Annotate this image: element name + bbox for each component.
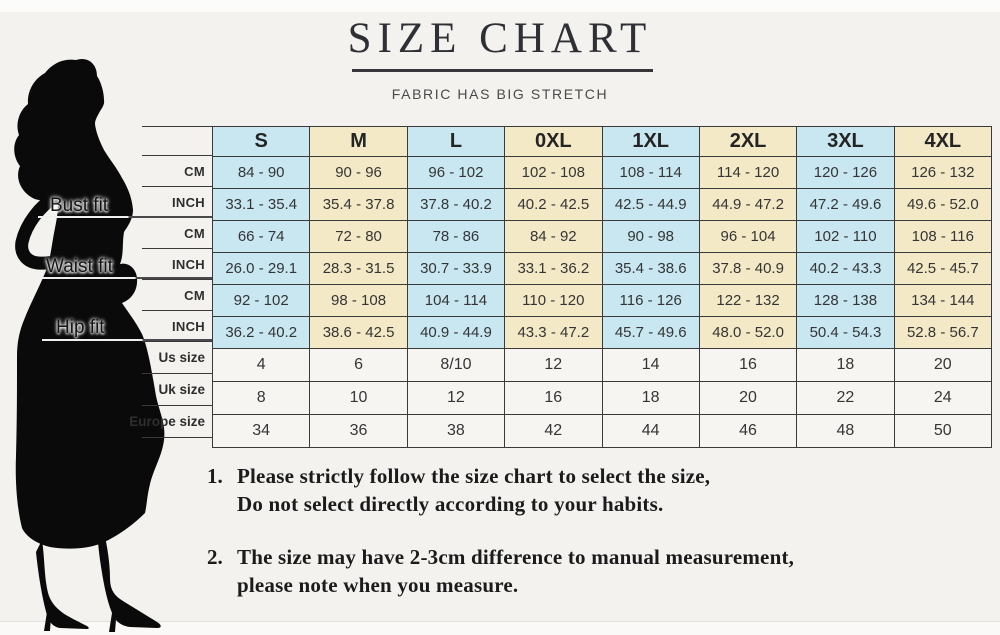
title-block xyxy=(300,14,700,63)
table-cell: 48 xyxy=(797,415,894,448)
column-header: 3XL xyxy=(797,127,894,157)
table-cell: 18 xyxy=(602,382,699,415)
bust-fit-label: Bust fit xyxy=(50,195,109,216)
table-cell: 48.0 - 52.0 xyxy=(699,317,796,349)
row-unit-label-waist-inch: INCH xyxy=(142,249,212,280)
column-header: 1XL xyxy=(602,127,699,157)
row-unit-label-waist-cm: CM xyxy=(142,218,212,249)
table-row-uk-size xyxy=(213,382,992,415)
waist-fit-line xyxy=(42,277,212,279)
table-cell: 35.4 - 38.6 xyxy=(602,253,699,285)
note-item-1 xyxy=(207,462,907,518)
table-cell: 90 - 96 xyxy=(310,157,407,189)
column-header: M xyxy=(310,127,407,157)
table-cell: 20 xyxy=(699,382,796,415)
table-cell: 44 xyxy=(602,415,699,448)
table-cell: 40.2 - 42.5 xyxy=(505,189,602,221)
hip-fit-label: Hip fit xyxy=(56,317,105,338)
table-cell: 98 - 108 xyxy=(310,285,407,317)
table-cell: 114 - 120 xyxy=(699,157,796,189)
table-row-us-size xyxy=(213,349,992,382)
waist-fit-label: Waist fit xyxy=(46,256,113,277)
table-cell: 18 xyxy=(797,349,894,382)
table-cell: 108 - 114 xyxy=(602,157,699,189)
table-cell: 8 xyxy=(213,382,310,415)
note-line: please note when you measure. xyxy=(237,573,519,597)
row-size-label-europe: Europe size xyxy=(142,406,212,438)
table-cell: 96 - 102 xyxy=(407,157,504,189)
table-cell: 37.8 - 40.2 xyxy=(407,189,504,221)
note-text xyxy=(237,543,794,599)
table-cell: 90 - 98 xyxy=(602,221,699,253)
table-cell: 38.6 - 42.5 xyxy=(310,317,407,349)
table-cell: 134 - 144 xyxy=(894,285,991,317)
table-cell: 28.3 - 31.5 xyxy=(310,253,407,285)
table-cell: 40.2 - 43.3 xyxy=(797,253,894,285)
table-cell: 128 - 138 xyxy=(797,285,894,317)
table-cell: 14 xyxy=(602,349,699,382)
table-cell: 47.2 - 49.6 xyxy=(797,189,894,221)
table-cell: 50 xyxy=(894,415,991,448)
table-cell: 50.4 - 54.3 xyxy=(797,317,894,349)
table-cell: 122 - 132 xyxy=(699,285,796,317)
row-size-label-us: Us size xyxy=(142,342,212,374)
size-table-header-row xyxy=(213,127,992,157)
column-header: S xyxy=(213,127,310,157)
table-cell: 120 - 126 xyxy=(797,157,894,189)
hip-fit-line xyxy=(42,339,212,341)
note-line: Do not select directly according to your habits. xyxy=(237,492,664,516)
notes-section xyxy=(207,462,907,624)
size-table xyxy=(212,126,992,448)
table-cell: 104 - 114 xyxy=(407,285,504,317)
row-size-label-uk: Uk size xyxy=(142,374,212,406)
table-cell: 44.9 - 47.2 xyxy=(699,189,796,221)
table-cell: 42.5 - 44.9 xyxy=(602,189,699,221)
row-unit-label-hip-inch: INCH xyxy=(142,311,212,342)
table-cell: 42.5 - 45.7 xyxy=(894,253,991,285)
table-cell: 40.9 - 44.9 xyxy=(407,317,504,349)
note-number: 2. xyxy=(207,545,223,569)
table-cell: 66 - 74 xyxy=(213,221,310,253)
table-row-bust-inch xyxy=(213,189,992,221)
table-row-bust-cm xyxy=(213,157,992,189)
column-header: 2XL xyxy=(699,127,796,157)
table-cell: 52.8 - 56.7 xyxy=(894,317,991,349)
table-cell: 38 xyxy=(407,415,504,448)
column-header: L xyxy=(407,127,504,157)
table-cell: 78 - 86 xyxy=(407,221,504,253)
table-cell: 46 xyxy=(699,415,796,448)
table-cell: 126 - 132 xyxy=(894,157,991,189)
bust-fit-line xyxy=(38,216,212,218)
table-cell: 84 - 90 xyxy=(213,157,310,189)
note-text xyxy=(237,462,710,518)
table-cell: 110 - 120 xyxy=(505,285,602,317)
row-unit-label-bust-inch: INCH xyxy=(142,187,212,218)
table-cell: 6 xyxy=(310,349,407,382)
row-label-column xyxy=(129,126,212,438)
table-cell: 16 xyxy=(505,382,602,415)
table-cell: 92 - 102 xyxy=(213,285,310,317)
table-cell: 10 xyxy=(310,382,407,415)
table-cell: 102 - 110 xyxy=(797,221,894,253)
table-row-europe-size xyxy=(213,415,992,448)
table-cell: 35.4 - 37.8 xyxy=(310,189,407,221)
table-cell: 34 xyxy=(213,415,310,448)
note-line: Please strictly follow the size chart to select the size, xyxy=(237,464,711,488)
table-cell: 84 - 92 xyxy=(505,221,602,253)
title-underline xyxy=(352,69,653,72)
table-cell: 42 xyxy=(505,415,602,448)
table-cell: 49.6 - 52.0 xyxy=(894,189,991,221)
table-cell: 36.2 - 40.2 xyxy=(213,317,310,349)
table-cell: 26.0 - 29.1 xyxy=(213,253,310,285)
table-cell: 33.1 - 36.2 xyxy=(505,253,602,285)
table-cell: 43.3 - 47.2 xyxy=(505,317,602,349)
table-cell: 36 xyxy=(310,415,407,448)
row-unit-label-hip-cm: CM xyxy=(142,280,212,311)
page-title: SIZE CHART xyxy=(347,15,653,62)
table-cell: 108 - 116 xyxy=(894,221,991,253)
table-cell: 24 xyxy=(894,382,991,415)
table-row-hip-inch xyxy=(213,317,992,349)
table-cell: 20 xyxy=(894,349,991,382)
table-cell: 45.7 - 49.6 xyxy=(602,317,699,349)
table-cell: 96 - 104 xyxy=(699,221,796,253)
table-cell: 72 - 80 xyxy=(310,221,407,253)
row-label-spacer xyxy=(142,127,212,156)
table-cell: 37.8 - 40.9 xyxy=(699,253,796,285)
table-cell: 4 xyxy=(213,349,310,382)
table-cell: 16 xyxy=(699,349,796,382)
table-cell: 33.1 - 35.4 xyxy=(213,189,310,221)
note-item-2 xyxy=(207,543,907,599)
fabric-stretch-subtitle: FABRIC HAS BIG STRETCH xyxy=(391,86,609,102)
table-row-waist-inch xyxy=(213,253,992,285)
table-row-waist-cm xyxy=(213,221,992,253)
table-cell: 116 - 126 xyxy=(602,285,699,317)
table-cell: 12 xyxy=(407,382,504,415)
column-header: 4XL xyxy=(894,127,991,157)
table-cell: 102 - 108 xyxy=(505,157,602,189)
column-header: 0XL xyxy=(505,127,602,157)
table-cell: 8/10 xyxy=(407,349,504,382)
note-number: 1. xyxy=(207,464,223,488)
note-line: The size may have 2-3cm difference to manual measurement, xyxy=(237,545,795,569)
table-row-hip-cm xyxy=(213,285,992,317)
table-cell: 22 xyxy=(797,382,894,415)
table-cell: 12 xyxy=(505,349,602,382)
row-unit-label-bust-cm: CM xyxy=(142,156,212,187)
table-cell: 30.7 - 33.9 xyxy=(407,253,504,285)
